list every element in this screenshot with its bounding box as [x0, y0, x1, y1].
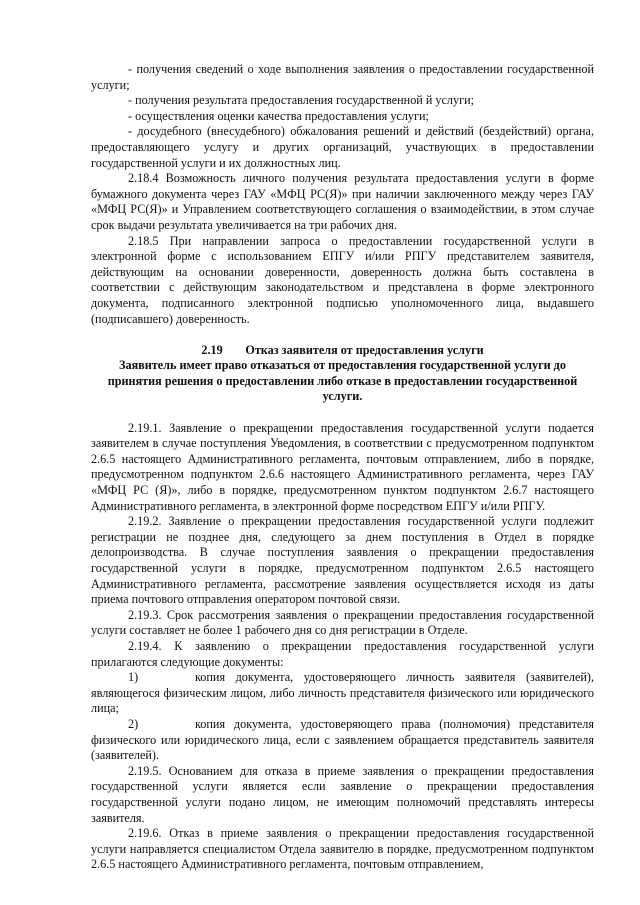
spacer — [91, 327, 594, 343]
list-item-number: 2) — [128, 716, 139, 731]
paragraph: - получения сведений о ходе выполнения заявления о предоставлении государственной услуги; — [91, 62, 594, 92]
paragraph-2-19-1: 2.19.1. Заявление о прекращении предоставления государственной услуги подается заявителем в случае поступления Уведомления, в соответствии с предусмотренном подпунктом 2.6.5 настоящего Административного регламента, почтовым отправлением, либо в порядке, предусмотренном подпунктом 2.6.6 настоящего Административного регламента, через ГАУ «МФЦ РС (Я)», либо в порядке, предусмотренном пунктом подпунктом 2.6.7 настоящего Административного регламента, в электронной форме посредством ЕПГУ и/или РПГУ. — [91, 420, 594, 513]
paragraph: - осуществления оценки качества предоставления услуги; — [128, 108, 429, 123]
paragraph: - досудебного (внесудебного) обжалования решений и действий (бездействий) органа, предоставляющего услугу и других организаций, участвующих в предоставлении государственной услуги и их должностных лиц. — [91, 124, 594, 170]
list-item-text: копия документа, удостоверяющего личность заявителя (заявителей), являющегося физическим лицом, либо личность представителя физического или юридического лица; — [91, 670, 594, 716]
list-item — [91, 670, 594, 717]
paragraph-2-19-2: 2.19.2. Заявление о прекращении предоставления государственной услуги подлежит регистрации не позднее дня, следующего за днем поступления в Отдел в порядке делопроизводства. В случае поступления заявления о прекращении предоставления государственной услуги в порядке, предусмотренном подпунктом 2.6.5 настоящего Административного регламента, рассмотрение заявления осуществляется исходя из даты приема почтового отправления оператором почтовой связи. — [91, 514, 594, 607]
section-subtitle: Заявитель имеет право отказаться от предоставления государственной услуги до принятия решения о предоставлении либо отказе в предоставлении государственной услуги. — [107, 358, 578, 404]
paragraph-2-18-5: 2.18.5 При направлении запроса о предоставлении государственной услуги в электронной форме с использованием ЕПГУ и/или РПГУ представителем заявителя, действующим на основании доверенности, доверенность должна быть составлена в соответствии с действующим законодательством и представлена в форме электронного документа, подписанного электронной подписью уполномоченного лица, выдавшего (подписавшего) доверенность. — [91, 233, 594, 326]
list-item — [91, 717, 594, 764]
list-item-number: 1) — [128, 670, 139, 685]
list-item-text: копия документа, удостоверяющего права (полномочия) представителя физического или юридического лица, если с заявлением обращается представитель заявителя (заявителей). — [91, 716, 594, 763]
paragraph-2-19-6: 2.19.6. Отказ в приеме заявления о прекращении предоставления государственной услуги направляется специалистом Отдела заявителю в порядке, предусмотренном подпунктом 2.6.5 настоящего Административного регламента, почтовым отправлением, — [91, 826, 594, 872]
paragraph-2-19-5: 2.19.5. Основанием для отказа в приеме заявления о прекращении предоставления государственной услуги является если заявление о прекращении предоставления государственной услуги подано лицом, не имеющим полномочий представлять интересы заявителя. — [91, 763, 594, 825]
paragraph: - получения результата предоставления государственной й услуги; — [128, 93, 475, 108]
spacer — [91, 405, 594, 421]
document-page — [91, 62, 594, 873]
section-heading — [91, 343, 594, 359]
paragraph-2-19-3: 2.19.3. Срок рассмотрения заявления о прекращении предоставления государственной услуги составляет не более 1 рабочего дня со дня регистрации в Отделе. — [91, 607, 594, 638]
paragraph-2-18-4: 2.18.4 Возможность личного получения результата предоставления услуги в форме бумажного документа через ГАУ «МФЦ РС(Я)» при наличии заключенного между через ГАУ «МФЦ РС(Я)» и Управлением соответствующего соглашения о взаимодействии, в этом случае срок выдачи результата увеличивается на три рабочих дня. — [91, 171, 594, 232]
paragraph-2-19-4: 2.19.4. К заявлению о прекращении предоставления государственной услуги прилагаются следующие документы: — [91, 638, 594, 669]
section-number: 2.19 — [201, 342, 223, 357]
section-title: Отказ заявителя от предоставления услуги — [245, 342, 484, 357]
